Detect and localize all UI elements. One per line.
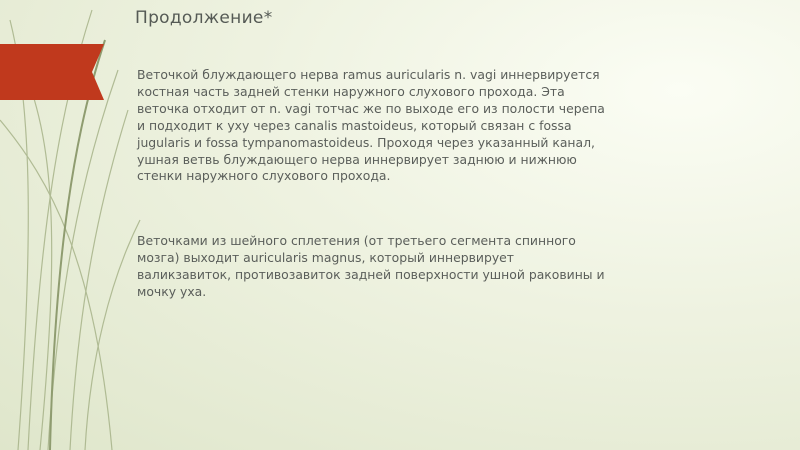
paragraph-1 bbox=[137, 67, 677, 185]
paragraph-2 bbox=[137, 233, 677, 301]
text-line: стенки наружного слухового прохода. bbox=[137, 168, 391, 184]
text-line: и подходит к уху через canalis mastoideus, который связан с fossa bbox=[137, 117, 572, 133]
text-line: валикзавиток, противозавиток задней поверхности ушной раковины и bbox=[137, 266, 605, 282]
text-line: jugularis и fossa tympanomastoideus. Проходя через указанный канал, bbox=[137, 134, 595, 150]
text-line: веточка отходит от n. vagi тотчас же по выходе его из полости черепа bbox=[137, 100, 605, 116]
text-line: мозга) выходит auricularis magnus, который иннервирует bbox=[137, 249, 514, 265]
text-line: костная часть задней стенки наружного слухового прохода. Эта bbox=[137, 83, 565, 99]
text-line: Веточкой блуждающего нерва ramus auricularis n. vagi иннервируется bbox=[137, 67, 600, 82]
red-banner-shape bbox=[0, 44, 104, 100]
slide-title: Продолжение* bbox=[135, 8, 273, 28]
text-line: ушная ветвь блуждающего нерва иннервирует заднюю и нижнюю bbox=[137, 151, 577, 167]
text-line: мочку уха. bbox=[137, 283, 207, 299]
text-line: Веточками из шейного сплетения (от третьего сегмента спинного bbox=[137, 233, 576, 248]
